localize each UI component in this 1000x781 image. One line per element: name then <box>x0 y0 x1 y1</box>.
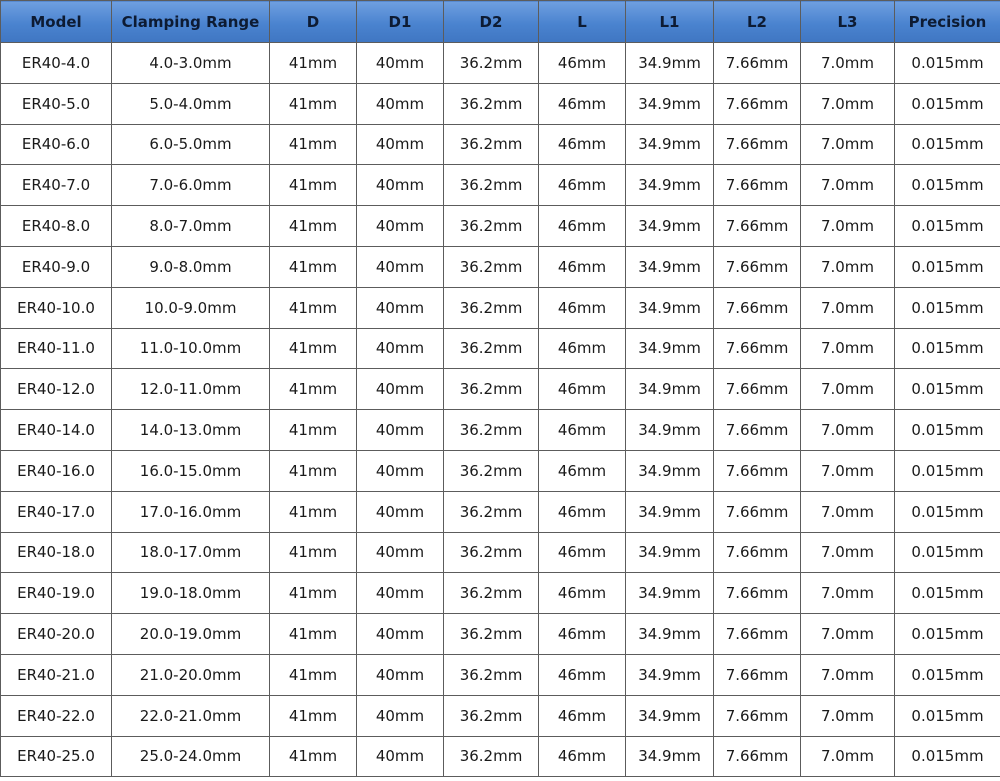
table-row <box>1 369 1000 410</box>
column-header-precision: Precision <box>895 1 1000 43</box>
cell-d2: 36.2mm <box>444 532 539 573</box>
cell-d2: 36.2mm <box>444 124 539 165</box>
cell-model: ER40-12.0 <box>1 369 112 410</box>
cell-precision: 0.015mm <box>895 83 1000 124</box>
cell-model: ER40-8.0 <box>1 206 112 247</box>
cell-l1: 34.9mm <box>626 410 714 451</box>
cell-l3: 7.0mm <box>801 369 895 410</box>
cell-l1: 34.9mm <box>626 246 714 287</box>
cell-d2: 36.2mm <box>444 491 539 532</box>
cell-d: 41mm <box>270 695 357 736</box>
cell-l: 46mm <box>539 369 626 410</box>
cell-l2: 7.66mm <box>714 695 801 736</box>
cell-l1: 34.9mm <box>626 328 714 369</box>
cell-model: ER40-11.0 <box>1 328 112 369</box>
cell-l3: 7.0mm <box>801 206 895 247</box>
cell-l: 46mm <box>539 83 626 124</box>
cell-model: ER40-4.0 <box>1 43 112 84</box>
cell-d: 41mm <box>270 614 357 655</box>
cell-l1: 34.9mm <box>626 287 714 328</box>
column-header-d1: D1 <box>357 1 444 43</box>
cell-l3: 7.0mm <box>801 573 895 614</box>
cell-precision: 0.015mm <box>895 124 1000 165</box>
cell-clamping-range: 12.0-11.0mm <box>112 369 270 410</box>
cell-l3: 7.0mm <box>801 654 895 695</box>
cell-l1: 34.9mm <box>626 532 714 573</box>
cell-l3: 7.0mm <box>801 246 895 287</box>
cell-l3: 7.0mm <box>801 287 895 328</box>
cell-precision: 0.015mm <box>895 573 1000 614</box>
cell-d: 41mm <box>270 165 357 206</box>
cell-clamping-range: 19.0-18.0mm <box>112 573 270 614</box>
cell-d1: 40mm <box>357 450 444 491</box>
cell-precision: 0.015mm <box>895 450 1000 491</box>
table-header <box>1 1 1000 43</box>
cell-l2: 7.66mm <box>714 246 801 287</box>
cell-l: 46mm <box>539 491 626 532</box>
cell-precision: 0.015mm <box>895 491 1000 532</box>
cell-d: 41mm <box>270 124 357 165</box>
cell-d1: 40mm <box>357 410 444 451</box>
cell-clamping-range: 4.0-3.0mm <box>112 43 270 84</box>
cell-l2: 7.66mm <box>714 654 801 695</box>
cell-precision: 0.015mm <box>895 246 1000 287</box>
column-header-model: Model <box>1 1 112 43</box>
cell-l3: 7.0mm <box>801 124 895 165</box>
cell-precision: 0.015mm <box>895 695 1000 736</box>
cell-l2: 7.66mm <box>714 165 801 206</box>
cell-l: 46mm <box>539 246 626 287</box>
cell-l3: 7.0mm <box>801 491 895 532</box>
cell-l: 46mm <box>539 695 626 736</box>
cell-d1: 40mm <box>357 43 444 84</box>
table-row <box>1 450 1000 491</box>
cell-d2: 36.2mm <box>444 83 539 124</box>
cell-l1: 34.9mm <box>626 573 714 614</box>
cell-clamping-range: 7.0-6.0mm <box>112 165 270 206</box>
cell-d2: 36.2mm <box>444 450 539 491</box>
cell-l: 46mm <box>539 287 626 328</box>
cell-model: ER40-25.0 <box>1 736 112 777</box>
cell-l2: 7.66mm <box>714 491 801 532</box>
column-header-d: D <box>270 1 357 43</box>
table-row <box>1 328 1000 369</box>
cell-d1: 40mm <box>357 695 444 736</box>
cell-l3: 7.0mm <box>801 695 895 736</box>
header-row <box>1 1 1000 43</box>
cell-d2: 36.2mm <box>444 165 539 206</box>
cell-clamping-range: 14.0-13.0mm <box>112 410 270 451</box>
cell-l: 46mm <box>539 206 626 247</box>
cell-l: 46mm <box>539 450 626 491</box>
cell-l: 46mm <box>539 43 626 84</box>
cell-model: ER40-21.0 <box>1 654 112 695</box>
cell-l3: 7.0mm <box>801 83 895 124</box>
cell-l: 46mm <box>539 124 626 165</box>
cell-d: 41mm <box>270 410 357 451</box>
cell-d1: 40mm <box>357 124 444 165</box>
cell-d: 41mm <box>270 287 357 328</box>
cell-d2: 36.2mm <box>444 287 539 328</box>
cell-d: 41mm <box>270 532 357 573</box>
cell-d: 41mm <box>270 573 357 614</box>
column-header-l3: L3 <box>801 1 895 43</box>
table-row <box>1 43 1000 84</box>
cell-l2: 7.66mm <box>714 736 801 777</box>
cell-precision: 0.015mm <box>895 206 1000 247</box>
cell-l1: 34.9mm <box>626 614 714 655</box>
cell-d2: 36.2mm <box>444 43 539 84</box>
cell-d1: 40mm <box>357 246 444 287</box>
cell-model: ER40-10.0 <box>1 287 112 328</box>
cell-model: ER40-17.0 <box>1 491 112 532</box>
cell-clamping-range: 6.0-5.0mm <box>112 124 270 165</box>
cell-l1: 34.9mm <box>626 369 714 410</box>
cell-model: ER40-20.0 <box>1 614 112 655</box>
cell-l3: 7.0mm <box>801 43 895 84</box>
cell-d1: 40mm <box>357 369 444 410</box>
cell-model: ER40-22.0 <box>1 695 112 736</box>
cell-d: 41mm <box>270 83 357 124</box>
cell-d2: 36.2mm <box>444 614 539 655</box>
cell-clamping-range: 17.0-16.0mm <box>112 491 270 532</box>
cell-model: ER40-7.0 <box>1 165 112 206</box>
cell-clamping-range: 16.0-15.0mm <box>112 450 270 491</box>
cell-l3: 7.0mm <box>801 328 895 369</box>
table-row <box>1 246 1000 287</box>
table-row <box>1 736 1000 777</box>
cell-l3: 7.0mm <box>801 736 895 777</box>
cell-l3: 7.0mm <box>801 532 895 573</box>
cell-d2: 36.2mm <box>444 573 539 614</box>
column-header-l1: L1 <box>626 1 714 43</box>
cell-l2: 7.66mm <box>714 614 801 655</box>
cell-l: 46mm <box>539 532 626 573</box>
cell-clamping-range: 11.0-10.0mm <box>112 328 270 369</box>
cell-l2: 7.66mm <box>714 573 801 614</box>
cell-l2: 7.66mm <box>714 450 801 491</box>
cell-l: 46mm <box>539 614 626 655</box>
cell-model: ER40-16.0 <box>1 450 112 491</box>
column-header-l: L <box>539 1 626 43</box>
cell-precision: 0.015mm <box>895 43 1000 84</box>
cell-l3: 7.0mm <box>801 165 895 206</box>
cell-d1: 40mm <box>357 206 444 247</box>
cell-d2: 36.2mm <box>444 328 539 369</box>
cell-clamping-range: 18.0-17.0mm <box>112 532 270 573</box>
cell-clamping-range: 10.0-9.0mm <box>112 287 270 328</box>
cell-d: 41mm <box>270 654 357 695</box>
cell-d: 41mm <box>270 736 357 777</box>
table-row <box>1 491 1000 532</box>
cell-precision: 0.015mm <box>895 165 1000 206</box>
cell-l1: 34.9mm <box>626 43 714 84</box>
cell-precision: 0.015mm <box>895 614 1000 655</box>
cell-d1: 40mm <box>357 654 444 695</box>
cell-l3: 7.0mm <box>801 614 895 655</box>
cell-clamping-range: 22.0-21.0mm <box>112 695 270 736</box>
table-row <box>1 573 1000 614</box>
cell-clamping-range: 8.0-7.0mm <box>112 206 270 247</box>
cell-l2: 7.66mm <box>714 328 801 369</box>
cell-d: 41mm <box>270 491 357 532</box>
cell-d1: 40mm <box>357 328 444 369</box>
table-row <box>1 165 1000 206</box>
cell-d1: 40mm <box>357 491 444 532</box>
cell-d1: 40mm <box>357 573 444 614</box>
table-row <box>1 695 1000 736</box>
cell-d2: 36.2mm <box>444 654 539 695</box>
cell-model: ER40-5.0 <box>1 83 112 124</box>
cell-l2: 7.66mm <box>714 206 801 247</box>
cell-clamping-range: 9.0-8.0mm <box>112 246 270 287</box>
cell-d2: 36.2mm <box>444 695 539 736</box>
cell-l2: 7.66mm <box>714 124 801 165</box>
cell-l2: 7.66mm <box>714 369 801 410</box>
cell-l: 46mm <box>539 165 626 206</box>
cell-model: ER40-14.0 <box>1 410 112 451</box>
cell-l: 46mm <box>539 736 626 777</box>
cell-l1: 34.9mm <box>626 83 714 124</box>
cell-d1: 40mm <box>357 165 444 206</box>
cell-l: 46mm <box>539 328 626 369</box>
cell-d2: 36.2mm <box>444 246 539 287</box>
cell-l2: 7.66mm <box>714 83 801 124</box>
cell-precision: 0.015mm <box>895 736 1000 777</box>
cell-l2: 7.66mm <box>714 410 801 451</box>
cell-l2: 7.66mm <box>714 532 801 573</box>
cell-l1: 34.9mm <box>626 124 714 165</box>
cell-d1: 40mm <box>357 614 444 655</box>
cell-d: 41mm <box>270 246 357 287</box>
cell-clamping-range: 25.0-24.0mm <box>112 736 270 777</box>
cell-l1: 34.9mm <box>626 695 714 736</box>
cell-l1: 34.9mm <box>626 736 714 777</box>
cell-clamping-range: 21.0-20.0mm <box>112 654 270 695</box>
cell-l3: 7.0mm <box>801 410 895 451</box>
cell-model: ER40-9.0 <box>1 246 112 287</box>
cell-d: 41mm <box>270 43 357 84</box>
cell-clamping-range: 20.0-19.0mm <box>112 614 270 655</box>
cell-d2: 36.2mm <box>444 369 539 410</box>
cell-l1: 34.9mm <box>626 491 714 532</box>
column-header-clamping-range: Clamping Range <box>112 1 270 43</box>
cell-model: ER40-19.0 <box>1 573 112 614</box>
table-body <box>1 43 1000 777</box>
cell-d1: 40mm <box>357 736 444 777</box>
cell-d: 41mm <box>270 369 357 410</box>
cell-d: 41mm <box>270 206 357 247</box>
cell-l2: 7.66mm <box>714 287 801 328</box>
cell-precision: 0.015mm <box>895 369 1000 410</box>
cell-d2: 36.2mm <box>444 410 539 451</box>
cell-d2: 36.2mm <box>444 736 539 777</box>
cell-d2: 36.2mm <box>444 206 539 247</box>
cell-d1: 40mm <box>357 532 444 573</box>
cell-l1: 34.9mm <box>626 450 714 491</box>
cell-model: ER40-6.0 <box>1 124 112 165</box>
cell-l: 46mm <box>539 410 626 451</box>
cell-precision: 0.015mm <box>895 328 1000 369</box>
table-row <box>1 124 1000 165</box>
cell-d: 41mm <box>270 328 357 369</box>
cell-clamping-range: 5.0-4.0mm <box>112 83 270 124</box>
cell-l2: 7.66mm <box>714 43 801 84</box>
cell-l1: 34.9mm <box>626 654 714 695</box>
cell-precision: 0.015mm <box>895 410 1000 451</box>
cell-l: 46mm <box>539 573 626 614</box>
table-row <box>1 410 1000 451</box>
table-row <box>1 287 1000 328</box>
cell-model: ER40-18.0 <box>1 532 112 573</box>
cell-l1: 34.9mm <box>626 206 714 247</box>
column-header-d2: D2 <box>444 1 539 43</box>
cell-d1: 40mm <box>357 83 444 124</box>
cell-precision: 0.015mm <box>895 654 1000 695</box>
cell-l3: 7.0mm <box>801 450 895 491</box>
table-row <box>1 614 1000 655</box>
table-row <box>1 532 1000 573</box>
cell-d: 41mm <box>270 450 357 491</box>
table-row <box>1 83 1000 124</box>
cell-l1: 34.9mm <box>626 165 714 206</box>
cell-precision: 0.015mm <box>895 287 1000 328</box>
column-header-l2: L2 <box>714 1 801 43</box>
cell-d1: 40mm <box>357 287 444 328</box>
cell-l: 46mm <box>539 654 626 695</box>
cell-precision: 0.015mm <box>895 532 1000 573</box>
table-row <box>1 206 1000 247</box>
table-row <box>1 654 1000 695</box>
